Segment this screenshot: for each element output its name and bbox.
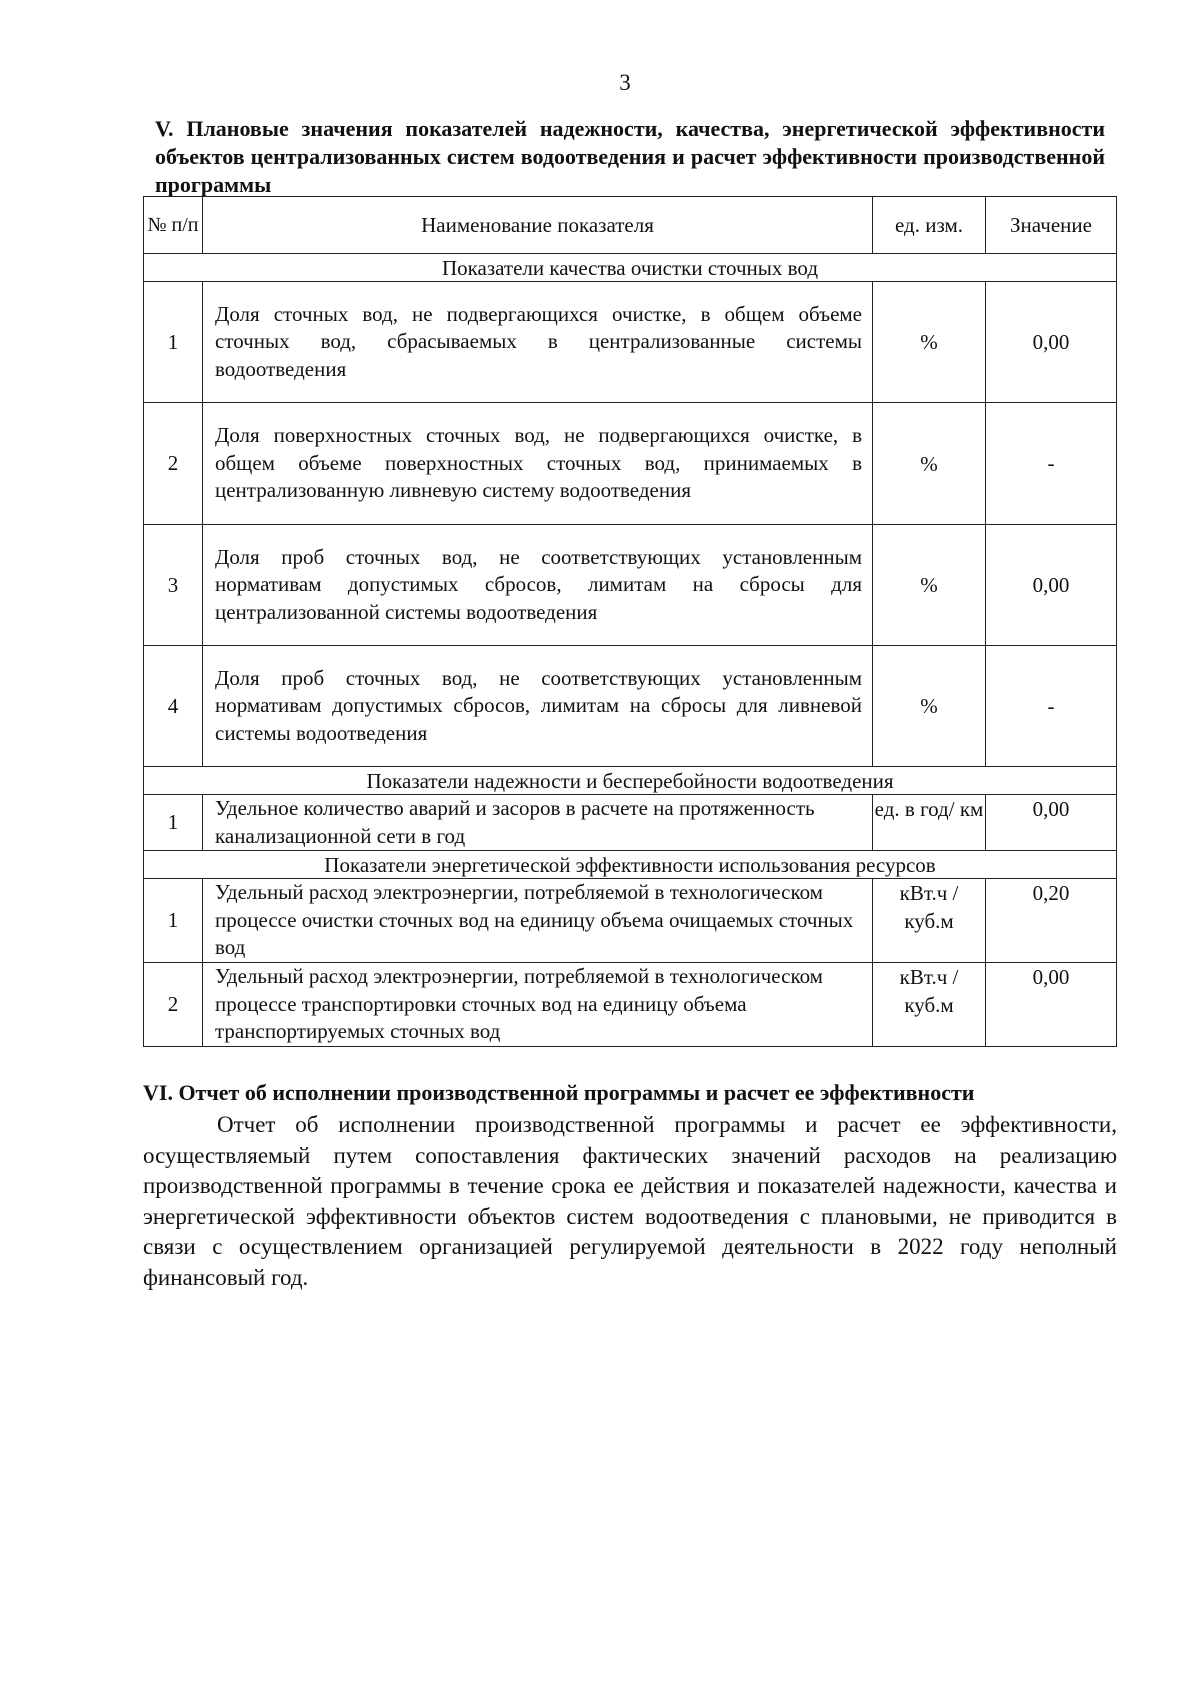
row-num: 2: [144, 403, 203, 525]
section-title: V. Плановые значения показателей надежности, качества, энергетической эффективности объектов централизованных систем водоотведения и расчет эффективности производственной программы: [155, 116, 1105, 197]
row-num: 1: [144, 282, 203, 403]
row-num: 1: [144, 795, 203, 851]
row-value: 0,20: [986, 879, 1117, 963]
row-num: 4: [144, 646, 203, 767]
header-unit: ед. изм.: [873, 197, 986, 254]
table-row: [144, 403, 1117, 525]
header-name: Наименование показателя: [203, 197, 873, 254]
group-title: Показатели энергетической эффективности использования ресурсов: [144, 851, 1117, 879]
row-name: Удельное количество аварий и засоров в расчете на протяженность канализационной сети в год: [203, 795, 873, 851]
row-name: Доля поверхностных сточных вод, не подвергающихся очистке, в общем объеме поверхностных сточных вод, принимаемых в централизованную ливневую систему водоотведения: [203, 403, 873, 525]
row-name: Удельный расход электроэнергии, потребляемой в технологическом процессе очистки сточных вод на единицу объема очищаемых сточных вод: [203, 879, 873, 963]
header-value: Значение: [986, 197, 1117, 254]
table-row: [144, 525, 1117, 646]
group-title: Показатели качества очистки сточных вод: [144, 254, 1117, 282]
row-value: 0,00: [986, 963, 1117, 1047]
report-title: VI. Отчет об исполнении производственной программы и расчет ее эффективности: [143, 1080, 975, 1105]
row-value: 0,00: [986, 795, 1117, 851]
row-name: Удельный расход электроэнергии, потребляемой в технологическом процессе транспортировки сточных вод на единицу объема транспортируемых сточных вод: [203, 963, 873, 1047]
row-num: 3: [144, 525, 203, 646]
row-unit: кВт.ч / куб.м: [873, 963, 986, 1047]
row-unit: %: [873, 525, 986, 646]
row-unit: ед. в год/ км: [873, 795, 986, 851]
group-row: [144, 254, 1117, 282]
row-name: Доля проб сточных вод, не соответствующих установленным нормативам допустимых сбросов, лимитам на сбросы для ливневой системы водоотведения: [203, 646, 873, 767]
row-value: 0,00: [986, 525, 1117, 646]
row-name: Доля проб сточных вод, не соответствующих установленным нормативам допустимых сбросов, лимитам на сбросы для централизованной системы водоотведения: [203, 525, 873, 646]
row-unit: %: [873, 282, 986, 403]
table-row: [144, 963, 1117, 1047]
row-unit: %: [873, 403, 986, 525]
group-title: Показатели надежности и бесперебойности водоотведения: [144, 767, 1117, 795]
row-value: 0,00: [986, 282, 1117, 403]
page-number: 3: [619, 70, 631, 95]
row-unit: кВт.ч / куб.м: [873, 879, 986, 963]
table-row: [144, 795, 1117, 851]
group-row: [144, 851, 1117, 879]
group-row: [144, 767, 1117, 795]
row-value: -: [986, 646, 1117, 767]
table-row: [144, 879, 1117, 963]
row-value: -: [986, 403, 1117, 525]
indicators-table: [143, 196, 1117, 1047]
header-num: № п/п: [144, 197, 203, 254]
table-row: [144, 282, 1117, 403]
table-header-row: [144, 197, 1117, 254]
row-num: 2: [144, 963, 203, 1047]
table-row: [144, 646, 1117, 767]
row-num: 1: [144, 879, 203, 963]
row-name: Доля сточных вод, не подвергающихся очистке, в общем объеме сточных вод, сбрасываемых в централизованные системы водоотведения: [203, 282, 873, 403]
report-body: Отчет об исполнении производственной программы и расчет ее эффективности, осуществляемый путем сопоставления фактических значений расходов на реализацию производственной программы в течение срока ее действия и показателей надежности, качества и энергетической эффективности объектов систем водоотведения с плановыми, не приводится в связи с осуществлением организацией регулируемой деятельности в 2022 году неполный финансовый год.: [143, 1112, 1117, 1290]
row-unit: %: [873, 646, 986, 767]
